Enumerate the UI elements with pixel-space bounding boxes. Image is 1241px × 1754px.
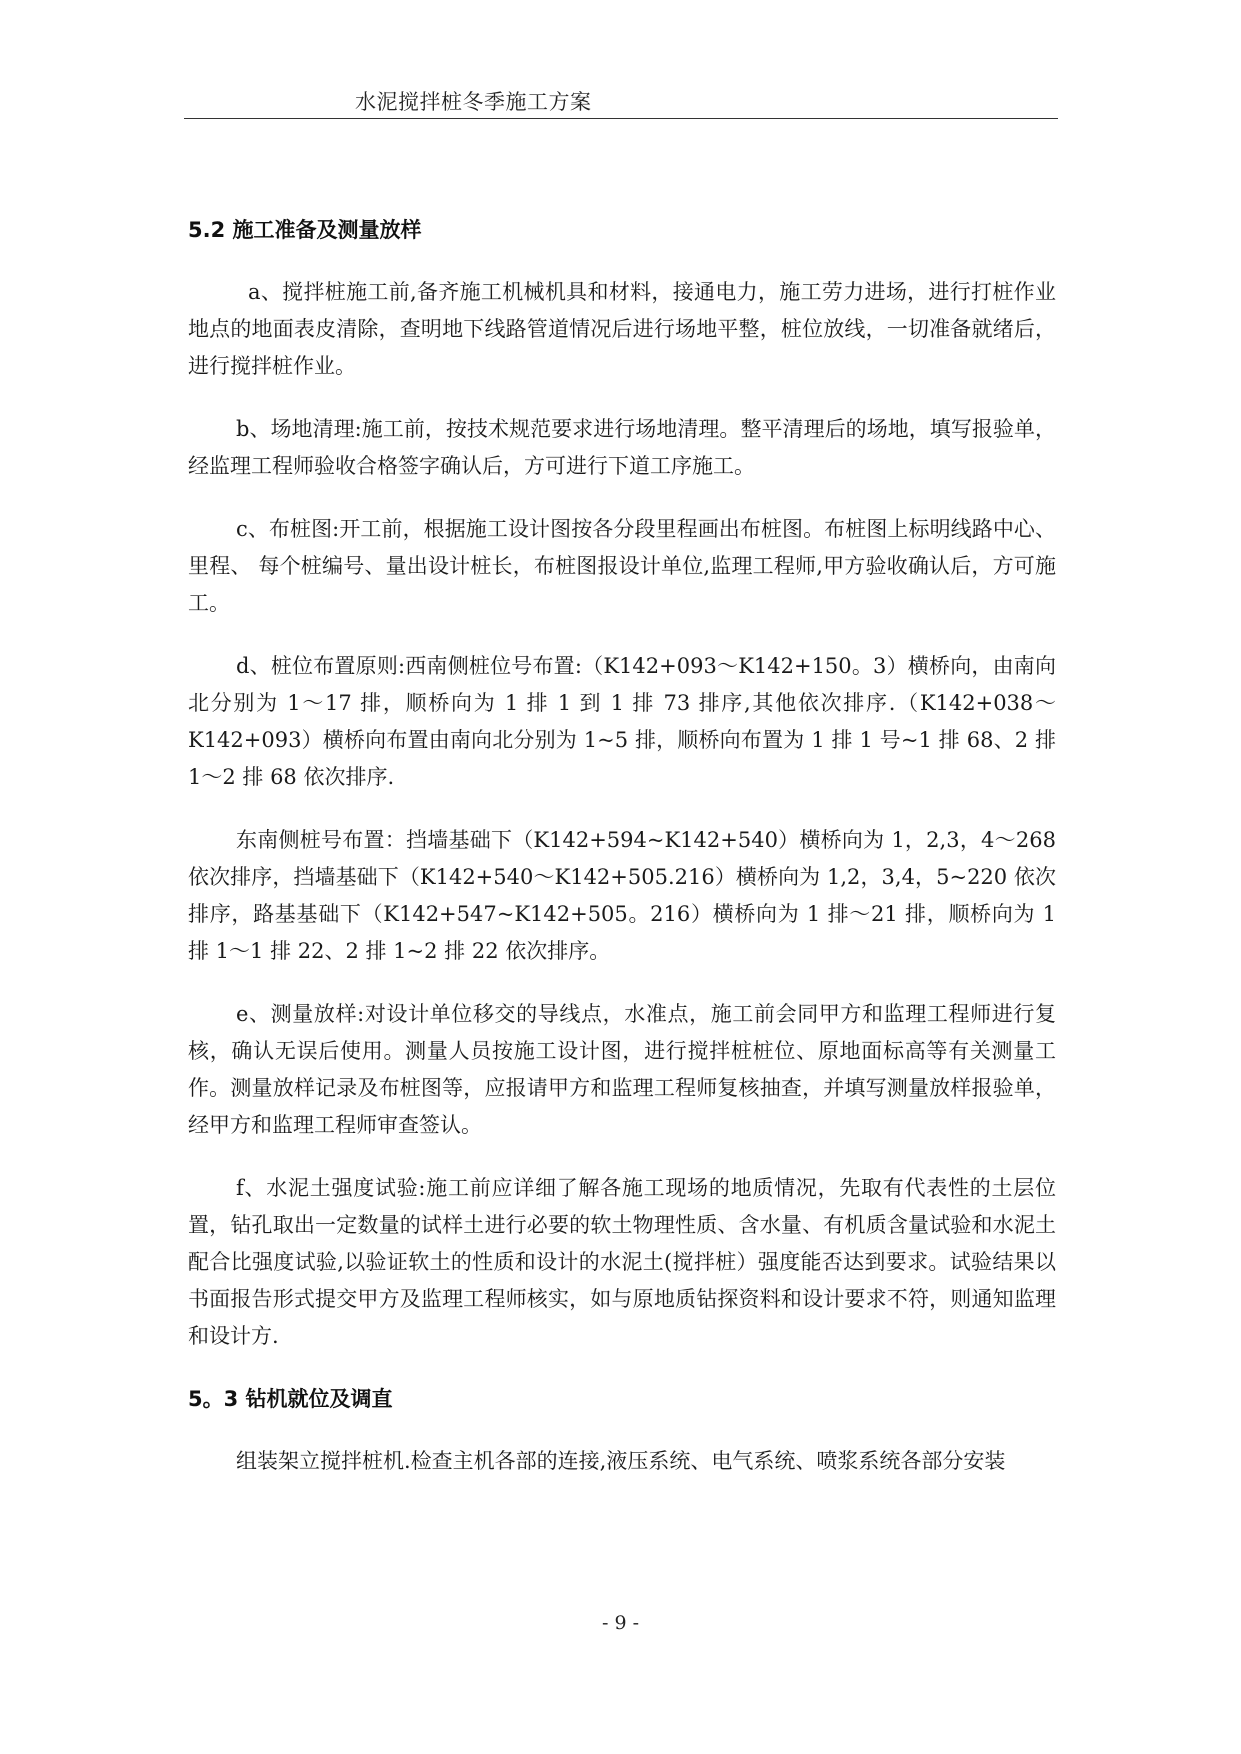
paragraph-f: f、水泥土强度试验:施工前应详细了解各施工现场的地质情况，先取有代表性的土层位置，钻孔取出一定数量的试样土进行必要的软土物理性质、含水量、有机质含量试验和水泥土配合比强度试验,以验证软土的性质和设计的水泥土(搅拌桩）强度能否达到要求。试验结果以书面报告形式提交甲方及监理工程师核实，如与原地质钻探资料和设计要求不符，则通知监理和设计方. bbox=[188, 1176, 1056, 1348]
document-body bbox=[188, 212, 1056, 1480]
paragraph-c: c、布桩图:开工前，根据施工设计图按各分段里程画出布桩图。布桩图上标明线路中心、里程、 每个桩编号、量出设计桩长，布桩图报设计单位,监理工程师,甲方验收确认后，方可施工。 bbox=[188, 517, 1056, 615]
paragraph-a: a、搅拌桩施工前,备齐施工机械机具和材料，接通电力，施工劳力进场，进行打桩作业地点的地面表皮清除，查明地下线路管道情况后进行场地平整，桩位放线，一切准备就绪后，进行搅拌桩作业。 bbox=[188, 280, 1056, 378]
header-divider bbox=[184, 118, 1058, 119]
paragraph-e: e、测量放样:对设计单位移交的导线点，水准点，施工前会同甲方和监理工程师进行复核，确认无误后使用。测量人员按施工设计图，进行搅拌桩桩位、原地面标高等有关测量工作。测量放样记录及布桩图等，应报请甲方和监理工程师复核抽查，并填写测量放样报验单，经甲方和监理工程师审查签认。 bbox=[188, 1002, 1056, 1137]
paragraph-b: b、场地清理:施工前，按技术规范要求进行场地清理。整平清理后的场地，填写报验单，经监理工程师验收合格签字确认后，方可进行下道工序施工。 bbox=[188, 417, 1056, 478]
section-heading-5-2: 5.2 施工准备及测量放样 bbox=[188, 218, 422, 242]
paragraph-d: d、桩位布置原则:西南侧桩位号布置:（K142+093～K142+150。3）横桥向，由南向北分别为 1～17 排，顺桥向为 1 排 1 到 1 排 73 排序,其他依次排序.（K142+038～K142+093）横桥向布置由南向北分别为 1~5 排，顺桥向布置为 1 排 1 号~1 排 68、2 排 1～2 排 68 依次排序. bbox=[188, 654, 1056, 789]
page-header-title: 水泥搅拌桩冬季施工方案 bbox=[355, 90, 592, 114]
paragraph-southeast: 东南侧桩号布置：挡墙基础下（K142+594~K142+540）横桥向为 1，2,3，4～268 依次排序，挡墙基础下（K142+540～K142+505.216）横桥向为 1,2，3,4，5~220 依次排序，路基基础下（K142+547~K142+505。216）横桥向为 1 排～21 排，顺桥向为 1 排 1～1 排 22、2 排 1~2 排 22 依次排序。 bbox=[188, 828, 1056, 963]
section-heading-5-3: 5。3 钻机就位及调直 bbox=[188, 1387, 393, 1411]
paragraph-drill-setup: 组装架立搅拌桩机.检查主机各部的连接,液压系统、电气系统、喷浆系统各部分安装 bbox=[236, 1449, 1006, 1473]
page-number: - 9 - bbox=[601, 1612, 639, 1634]
